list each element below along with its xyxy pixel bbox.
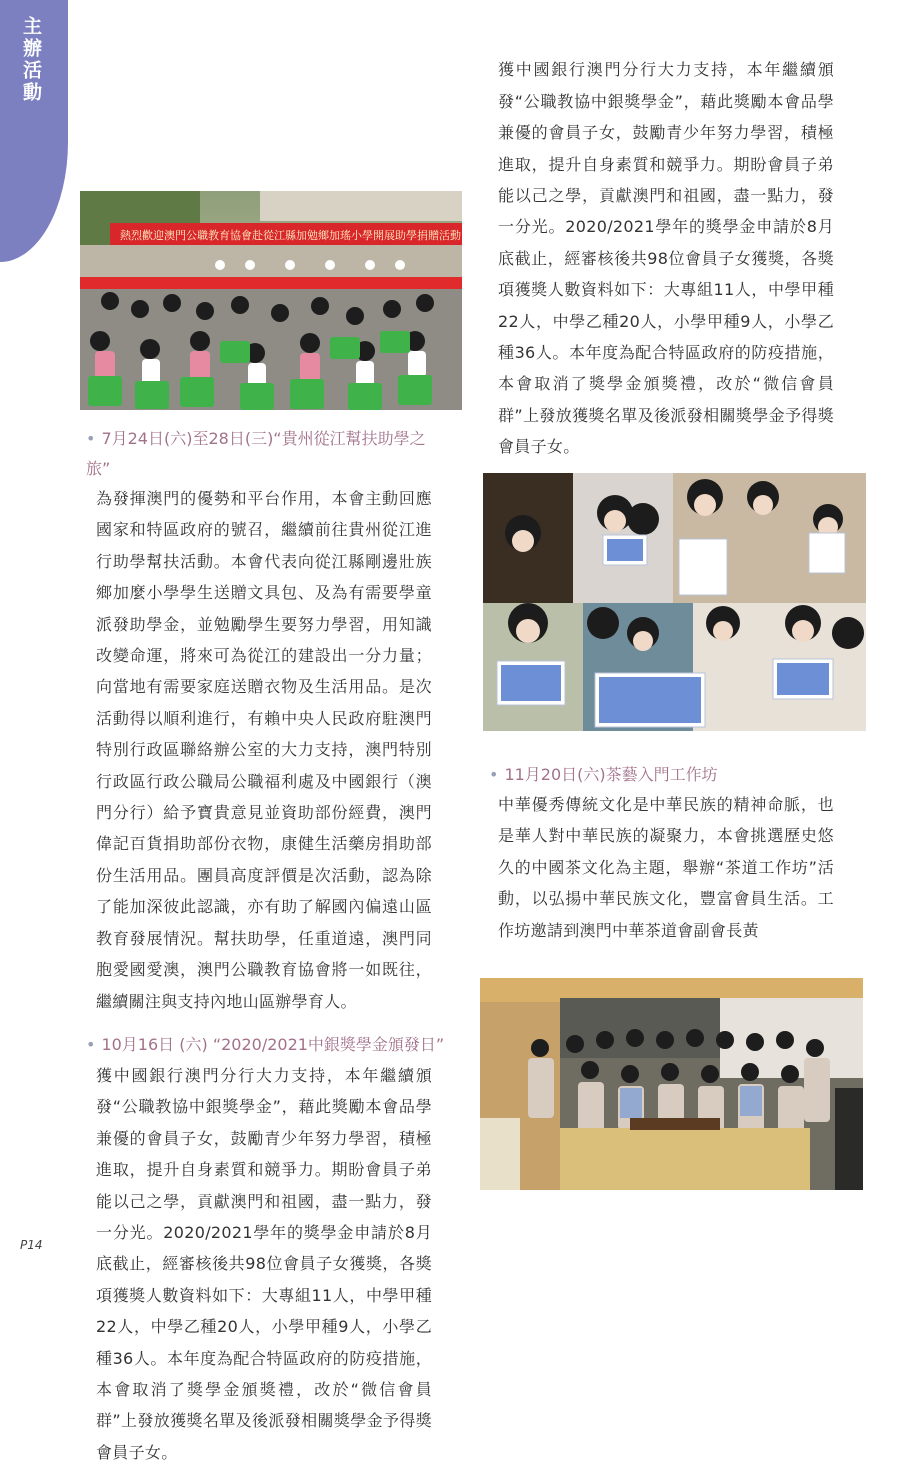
scholarship-body-part1: 獲中國銀行澳門分行大力支持，本年繼續頒發“公職教協中銀獎學金”，藉此獎勵本會品學兼優的會員子女，鼓勵青少年努力學習，積極進取，提升自身素質和競爭力。期盼會員子弟能以己之學，貢獻澳門和祖國，盡一點力，發一分光。2020/2021學年的獎學金申請於8月底截止，經審核後共98位會員子女獲獎，各獎項獲獎人數資料如下：大專組11人，中學甲種22人，中學乙種20人，小學甲種9人，小學乙種36人。本年度為配合特區政府的防疫措施，本會取消了獎學金頒獎禮，改於“微信會員群”上發放獲獎名單及後派發相關獎學金予得獎會員子女。 — [96, 1066, 432, 1462]
page-number: P14 — [20, 1238, 43, 1252]
section-side-tab-label: 主辦活動 — [20, 16, 42, 104]
svg-text:熱烈歡迎澳門公職教育協會赴從江縣加勉鄉加瑤小學開展助學捐贈活: 熱烈歡迎澳門公職教育協會赴從江縣加勉鄉加瑤小學開展助學捐贈活動 — [120, 229, 461, 242]
scholarship-body-continued — [498, 60, 834, 462]
bullet-dot-icon: • — [86, 1035, 96, 1054]
guizhou-trip-body: 為發揮澳門的優勢和平台作用，本會主動回應國家和特區政府的號召，繼續前往貴州從江進行助學幫扶活動。本會代表向從江縣剛邊壯族鄉加麼小學學生送贈文具包、及為有需要學童派發助學金，並勉勵學生要努力學習，用知識改變命運，將來可為從江的建設出一分力量；向當地有需要家庭送贈衣物及生活用品。是次活動得以順利進行，有賴中央人民政府駐澳門特別行政區聯絡辦公室的大力支持，澳門特別行政區行政公職局公職福利處及中國銀行（澳門分行）給予寶貴意見並資助部份經費，澳門偉記百貨捐助部份衣物，康健生活藥房捐助部份生活用品。團員高度評價是次活動，認為除了能加深彼此認識，亦有助了解國內偏遠山區教育發展情況。幫扶助學，任重道遠，澳門同胞愛國愛澳，澳門公職教育協會將一如既往，繼續關注與支持內地山區辦學育人。 — [96, 489, 432, 1011]
bullet-dot-icon: • — [86, 429, 96, 448]
scholarship-body-part2: 獲中國銀行澳門分行大力支持，本年繼續頒發“公職教協中銀獎學金”，藉此獎勵本會品學兼優的會員子女，鼓勵青少年努力學習，積極進取，提升自身素質和競爭力。期盼會員子弟能以己之學，貢獻澳門和祖國，盡一點力，發一分光。2020/2021學年的獎學金申請於8月底截止，經審核後共98位會員子女獲獎，各獎項獲獎人數資料如下：大專組11人，中學甲種22人，中學乙種20人，小學甲種9人，小學乙種36人。本年度為配合特區政府的防疫措施，本會取消了獎學金頒獎禮，改於“微信會員群”上發放獲獎名單及後派發相關獎學金予得獎會員子女。 — [498, 60, 834, 457]
tea-workshop-group-photo-icon — [480, 978, 863, 1190]
guizhou-event-photo — [80, 191, 462, 410]
tea-workshop-body: 中華優秀傳統文化是中華民族的精神命脈，也是華人對中華民族的凝聚力，本會挑選歷史悠久的中國茶文化為主題，舉辦“茶道工作坊”活動，以弘揚中華民族文化，豐富會員生活。工作坊邀請到澳門中華茶道會副會長黃 — [498, 795, 834, 940]
scholarship-heading: • 10月16日 (六) “2020/2021中銀獎學金頒發日” — [86, 1035, 445, 1054]
tea-workshop-heading: • 11月20日(六)茶藝入門工作坊 — [489, 765, 718, 784]
scholarship-winners-photo — [483, 473, 866, 731]
classroom-event-photo-icon — [80, 191, 462, 410]
section-side-tab — [0, 0, 68, 262]
scholarship-winners-collage-icon — [483, 473, 866, 731]
bullet-dot-icon: • — [489, 765, 499, 784]
tea-workshop-photo — [480, 978, 863, 1190]
guizhou-trip-heading: • 7月24日(六)至28日(三)“貴州從江幫扶助學之旅” — [86, 429, 426, 478]
